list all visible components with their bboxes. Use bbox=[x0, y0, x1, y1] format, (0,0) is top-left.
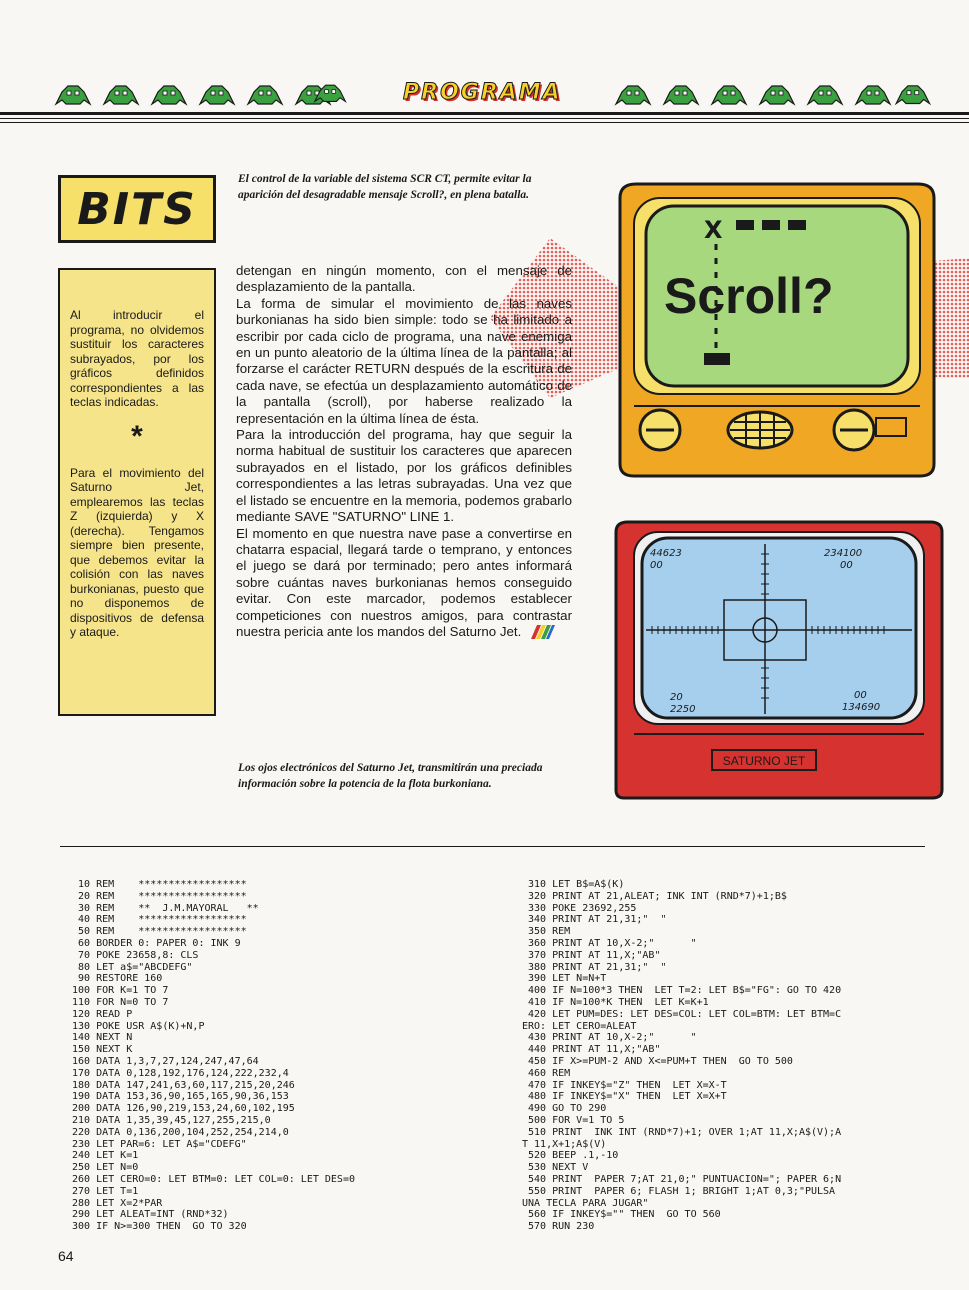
code-line: 500 FOR V=1 TO 5 bbox=[522, 1114, 625, 1126]
code-line: 450 IF X>=PUM-2 AND X<=PUM+T THEN GO TO 500 bbox=[522, 1055, 793, 1067]
bits-label: BITS bbox=[77, 184, 197, 235]
code-line: 380 PRINT AT 21,31;" " bbox=[522, 961, 667, 973]
article-body bbox=[236, 263, 572, 640]
code-line: 230 LET PAR=6: LET A$="CDEFG" bbox=[66, 1138, 247, 1150]
radar-readout: 00 bbox=[854, 690, 867, 701]
code-line: 40 REM ****************** bbox=[66, 914, 247, 926]
code-line: 130 POKE USR A$(K)+N,P bbox=[66, 1020, 205, 1032]
sinclair-rainbow-icon bbox=[527, 625, 555, 639]
code-line: T 11,X+1;A$(V) bbox=[522, 1138, 607, 1150]
code-line: 210 DATA 1,35,39,45,127,255,215,0 bbox=[66, 1114, 271, 1126]
svg-text:X: X bbox=[704, 216, 723, 244]
code-line: 550 PRINT PAPER 6; FLASH 1; BRIGHT 1;AT 0,3;"PULSA bbox=[522, 1185, 836, 1197]
code-line: 50 REM ****************** bbox=[66, 926, 247, 938]
code-line: 180 DATA 147,241,63,60,117,215,20,246 bbox=[66, 1079, 295, 1091]
code-line: 280 LET X=2*PAR bbox=[66, 1197, 163, 1209]
code-line: 20 REM ****************** bbox=[66, 890, 247, 902]
header-rule-thin bbox=[0, 122, 969, 123]
code-line: 200 DATA 126,90,219,153,24,60,102,195 bbox=[66, 1103, 295, 1115]
body-paragraph: La forma de simular el movimiento de las naves burkonianas ha sido bien simple: todo se ha limitado a escribir por cada ciclo de programa, una nave enemiga en un punto aleatorio de la última línea de la pantalla; al forzarse el carácter RETURN después de la escritura de cada nave, se efectúa un desplazamiento automático de la pantalla (scroll), por haberse realizado la representación en la última línea de ésta. bbox=[236, 295, 572, 426]
code-line: 30 REM ** J.M.MAYORAL ** bbox=[66, 902, 259, 914]
code-line: 520 BEEP .1,-10 bbox=[522, 1150, 619, 1162]
code-line: 250 LET N=0 bbox=[66, 1162, 139, 1174]
basic-listing-left bbox=[66, 879, 355, 1233]
code-line: 360 PRINT AT 10,X-2;" " bbox=[522, 937, 697, 949]
code-line: 270 LET T=1 bbox=[66, 1185, 139, 1197]
code-line: 220 DATA 0,136,200,104,252,254,214,0 bbox=[66, 1126, 289, 1138]
code-line: 460 REM bbox=[522, 1067, 571, 1079]
code-line: 100 FOR K=1 TO 7 bbox=[66, 985, 169, 997]
code-line: 170 DATA 0,128,192,176,124,222,232,4 bbox=[66, 1067, 289, 1079]
code-line: 90 RESTORE 160 bbox=[66, 973, 163, 985]
code-line: 370 PRINT AT 11,X;"AB" bbox=[522, 949, 661, 961]
body-paragraph-text: El momento en que nuestra nave pase a convertirse en chatarra espacial, llegará tarde o temprano, y entonces el juego se dará por terminado; pero antes informará sobre cuántas naves burkonianas hemos conseguido evitar. Con este marcador, podemos establecer competiciones con nuestros amigos, para contrastar nuestra pericia ante los mandos del Saturno Jet. bbox=[236, 525, 572, 639]
code-line: 140 NEXT N bbox=[66, 1032, 133, 1044]
scroll-screen-text: Scroll? bbox=[664, 268, 834, 324]
code-line: 160 DATA 1,3,7,27,124,247,47,64 bbox=[66, 1055, 259, 1067]
tv-scroll-illustration bbox=[612, 178, 942, 480]
code-line: 540 PRINT PAPER 7;AT 21,0;" PUNTUACION="; PAPER 6;N bbox=[522, 1173, 842, 1185]
code-line: 240 LET K=1 bbox=[66, 1150, 139, 1162]
code-line: 420 LET PUM=DES: LET DES=COL: LET COL=BTM: LET BTM=C bbox=[522, 1008, 842, 1020]
code-line: UNA TECLA PARA JUGAR" bbox=[522, 1197, 649, 1209]
radar-readout: 134690 bbox=[842, 702, 881, 713]
code-line: 290 LET ALEAT=INT (RND*32) bbox=[66, 1209, 229, 1221]
code-line: 310 LET B$=A$(K) bbox=[522, 879, 625, 890]
code-line: 530 NEXT V bbox=[522, 1162, 589, 1174]
code-line: 120 READ P bbox=[66, 1008, 133, 1020]
page-number: 64 bbox=[58, 1248, 74, 1264]
tv-radar-illustration bbox=[612, 518, 945, 800]
code-line: 400 IF N=100*3 THEN LET T=2: LET B$="FG": GO TO 420 bbox=[522, 985, 842, 997]
sidebar-paragraph: Al introducir el programa, no olvidemos sustituir los caracteres subrayados, por los gráficos definidos correspondientes a las teclas indicadas. bbox=[70, 308, 204, 409]
code-line: 340 PRINT AT 21,31;" " bbox=[522, 914, 667, 926]
invader-icon bbox=[612, 78, 932, 110]
code-line: 150 NEXT K bbox=[66, 1044, 133, 1056]
code-line: 80 LET a$="ABCDEFG" bbox=[66, 961, 193, 973]
section-title: PROGRAMA bbox=[403, 80, 562, 105]
code-line: 470 IF INKEY$="Z" THEN LET X=X-T bbox=[522, 1079, 727, 1091]
nameplate-label: SATURNO JET bbox=[722, 754, 806, 768]
code-line: 320 PRINT AT 21,ALEAT; INK INT (RND*7)+1;B$ bbox=[522, 890, 787, 902]
page-header bbox=[0, 70, 969, 130]
radar-readout: 00 bbox=[650, 560, 663, 571]
radar-readout: 20 bbox=[670, 692, 683, 703]
tips-sidebar bbox=[58, 268, 216, 716]
radar-readout: 44623 bbox=[650, 548, 682, 559]
body-paragraph bbox=[236, 526, 572, 641]
right-invaders-row bbox=[612, 78, 932, 110]
code-line: 410 IF N=100*K THEN LET K=K+1 bbox=[522, 996, 709, 1008]
code-line: 570 RUN 230 bbox=[522, 1221, 595, 1233]
code-line: 300 IF N>=300 THEN GO TO 320 bbox=[66, 1221, 247, 1233]
sidebar-paragraph: Para el movimiento del Saturno Jet, emplearemos las teclas Z (izquierda) y X (derecha). Tengamos siempre bien presente, que debemos evitar la colisión con las naves burkonianas, puesto que no disponemos de dispositivos de defensa y ataque. bbox=[70, 465, 204, 639]
code-line: 430 PRINT AT 10,X-2;" " bbox=[522, 1032, 697, 1044]
header-rule-thin bbox=[0, 118, 969, 119]
radar-readout: 234100 bbox=[824, 548, 863, 559]
basic-listing-right bbox=[522, 879, 841, 1233]
body-paragraph: detengan en ningún momento, con el mensaje de desplazamiento de la pantalla. bbox=[236, 263, 572, 295]
code-line: 490 GO TO 290 bbox=[522, 1103, 607, 1115]
bits-label-box bbox=[58, 175, 216, 243]
code-line: 510 PRINT INK INT (RND*7)+1; OVER 1;AT 11,X;A$(V);A bbox=[522, 1126, 842, 1138]
code-line: 480 IF INKEY$="X" THEN LET X=X+T bbox=[522, 1091, 727, 1103]
section-divider bbox=[60, 846, 925, 847]
code-line: ERO: LET CERO=ALEAT bbox=[522, 1020, 637, 1032]
body-paragraph: Para la introducción del programa, hay que seguir la norma habitual de sustituir los caracteres que aparecen subrayados en el listado, por los gráficos definibles correspondientes a las letras subrayadas. Una vez que el listado se encuentre en la memoria, podemos grabarlo mediante SAVE "SATURNO" LINE 1. bbox=[236, 427, 572, 525]
invader-icon bbox=[52, 78, 372, 110]
radar-readout: 2250 bbox=[670, 704, 696, 715]
caption-bottom: Los ojos electrónicos del Saturno Jet, transmitirán una preciada información sobre la potencia de la flota burkoniana. bbox=[238, 762, 543, 790]
asterisk-divider: * bbox=[131, 419, 143, 453]
radar-readout: 00 bbox=[840, 560, 853, 571]
code-line: 60 BORDER 0: PAPER 0: INK 9 bbox=[66, 937, 241, 949]
code-line: 190 DATA 153,36,90,165,165,90,36,153 bbox=[66, 1091, 289, 1103]
left-invaders-row bbox=[52, 78, 372, 110]
code-line: 560 IF INKEY$="" THEN GO TO 560 bbox=[522, 1209, 721, 1221]
code-line: 70 POKE 23658,8: CLS bbox=[66, 949, 199, 961]
code-line: 330 POKE 23692,255 bbox=[522, 902, 637, 914]
code-line: 390 LET N=N+T bbox=[522, 973, 607, 985]
code-line: 10 REM ****************** bbox=[66, 879, 247, 890]
caption-top: El control de la variable del sistema SCR CT, permite evitar la aparición del desagradable mensaje Scroll?, en plena batalla. bbox=[238, 173, 532, 201]
header-rule-thick bbox=[0, 112, 969, 115]
code-line: 350 REM bbox=[522, 926, 571, 938]
code-line: 260 LET CERO=0: LET BTM=0: LET COL=0: LET DES=0 bbox=[66, 1173, 355, 1185]
code-line: 440 PRINT AT 11,X;"AB" bbox=[522, 1044, 661, 1056]
code-line: 110 FOR N=0 TO 7 bbox=[66, 996, 169, 1008]
